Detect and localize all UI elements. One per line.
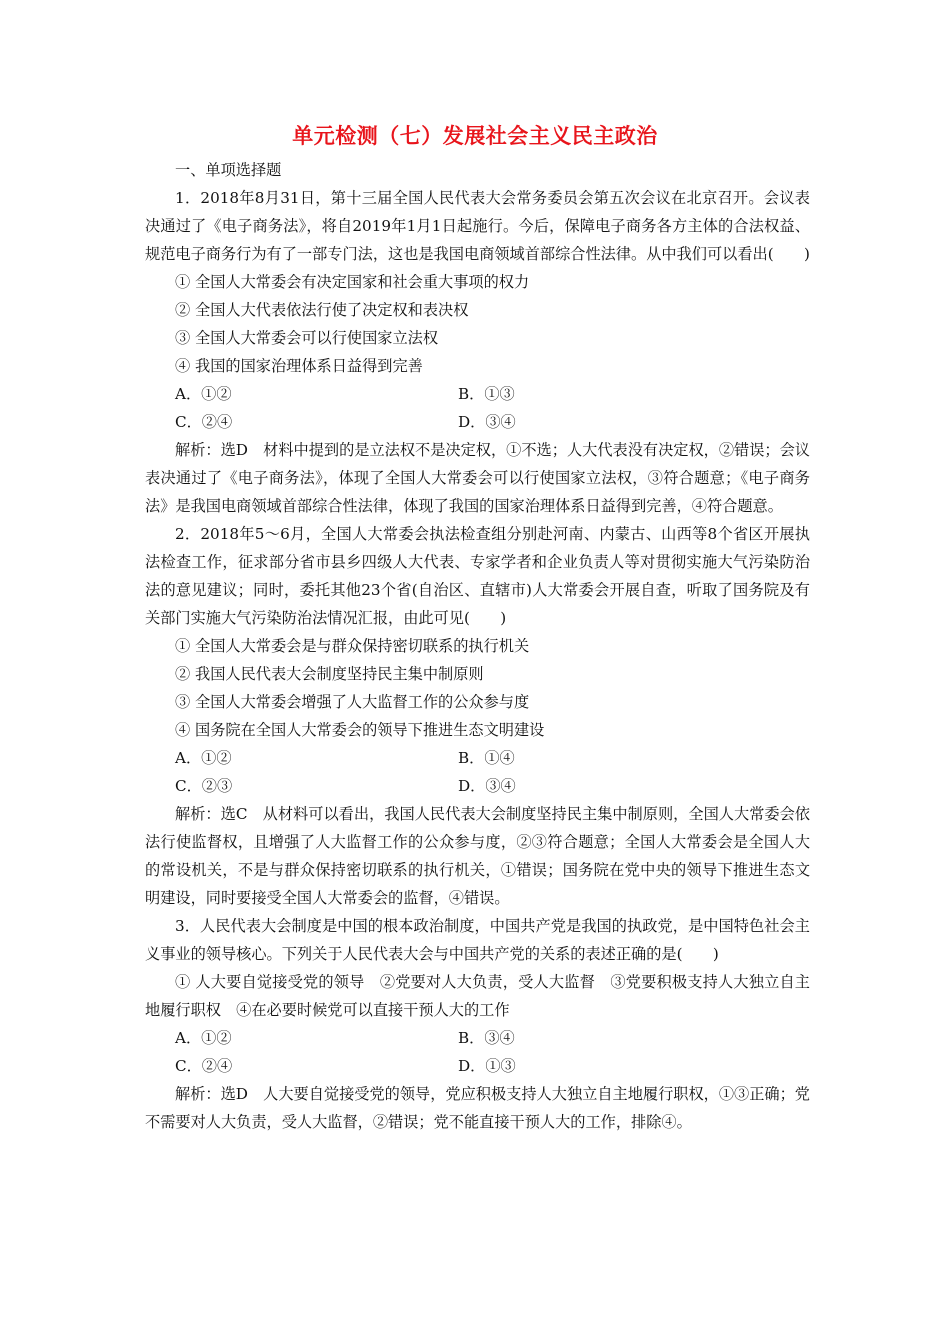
answer-choices-row (145, 1024, 810, 1052)
answer-choice-d: D．①③ (458, 1057, 516, 1075)
answer-choice-b: B．①③ (458, 385, 515, 403)
answer-choice-c: C．②④ (175, 413, 233, 431)
answer-analysis: 解析：选D 人大要自觉接受党的领导，党应积极支持人大独立自主地履行职权，①③正确；党不需要对人大负责，受人大监督，②错误；党不能直接干预人大的工作，排除④。 (145, 1085, 810, 1131)
answer-choices-row (145, 772, 810, 800)
answer-choice-b: B．③④ (458, 1029, 515, 1047)
question-stem: 3．人民代表大会制度是中国的根本政治制度，中国共产党是我国的执政党，是中国特色社会主义事业的领导核心。下列关于人民代表大会与中国共产党的关系的表述正确的是( ) (145, 917, 810, 963)
answer-choice-d: D．③④ (458, 777, 516, 795)
answer-choice-a: A．①② (175, 1029, 232, 1047)
answer-choices-row (145, 1052, 810, 1080)
answer-choices-row (145, 380, 810, 408)
answer-choices-row (145, 744, 810, 772)
question-3 (145, 912, 810, 1136)
answer-choice-c: C．②④ (175, 1057, 233, 1075)
answer-analysis: 解析：选C 从材料可以看出，我国人民代表大会制度坚持民主集中制原则，全国人大常委会依法行使监督权，且增强了人大监督工作的公众参与度，②③符合题意；全国人大常委会是全国人大的常设机关，不是与群众保持密切联系的执行机关，①错误；国务院在党中央的领导下推进生态文明建设，同时要接受全国人大常委会的监督，④错误。 (145, 805, 810, 907)
answer-choice-d: D．③④ (458, 413, 516, 431)
answer-choice-a: A．①② (175, 749, 232, 767)
answer-choice-c: C．②③ (175, 777, 233, 795)
page-title: 单元检测（七）发展社会主义民主政治 (292, 124, 658, 148)
section-heading: 一、单项选择题 (175, 161, 282, 179)
answer-choices-row (145, 408, 810, 436)
question-2 (145, 520, 810, 912)
answer-choice-a: A．①② (175, 385, 232, 403)
statement-options-inline: ① 人大要自觉接受党的领导 ②党要对人大负责，受人大监督 ③党要积极支持人大独立自主地履行职权 ④在必要时候党可以直接干预人大的工作 (145, 973, 810, 1019)
statement-option: ② 我国人民代表大会制度坚持民主集中制原则 (175, 665, 484, 683)
statement-option: ③ 全国人大常委会可以行使国家立法权 (175, 329, 439, 347)
statement-option: ④ 我国的国家治理体系日益得到完善 (175, 357, 423, 375)
statement-option: ① 全国人大常委会是与群众保持密切联系的执行机关 (175, 637, 530, 655)
statement-option: ① 全国人大常委会有决定国家和社会重大事项的权力 (175, 273, 530, 291)
question-1 (145, 184, 810, 520)
document-body (145, 156, 810, 1136)
statement-option: ④ 国务院在全国人大常委会的领导下推进生态文明建设 (175, 721, 545, 739)
question-stem: 1．2018年8月31日，第十三届全国人民代表大会常务委员会第五次会议在北京召开。会议表决通过了《电子商务法》，将自2019年1月1日起施行。今后，保障电子商务各方主体的合法权益、规范电子商务行为有了一部专门法，这也是我国电商领域首部综合性法律。从中我们可以看出( ) (145, 189, 810, 263)
answer-analysis: 解析：选D 材料中提到的是立法权不是决定权，①不选；人大代表没有决定权，②错误；会议表决通过了《电子商务法》，体现了全国人大常委会可以行使国家立法权，③符合题意；《电子商务法》是我国电商领域首部综合性法律，体现了我国的国家治理体系日益得到完善，④符合题意。 (145, 441, 810, 515)
question-stem: 2．2018年5～6月，全国人大常委会执法检查组分别赴河南、内蒙古、山西等8个省区开展执法检查工作，征求部分省市县乡四级人大代表、专家学者和企业负责人等对贯彻实施大气污染防治法的意见建议；同时，委托其他23个省(自治区、直辖市)人大常委会开展自查，听取了国务院及有关部门实施大气污染防治法情况汇报，由此可见( ) (145, 525, 810, 627)
statement-option: ③ 全国人大常委会增强了人大监督工作的公众参与度 (175, 693, 530, 711)
answer-choice-b: B．①④ (458, 749, 515, 767)
statement-option: ② 全国人大代表依法行使了决定权和表决权 (175, 301, 469, 319)
